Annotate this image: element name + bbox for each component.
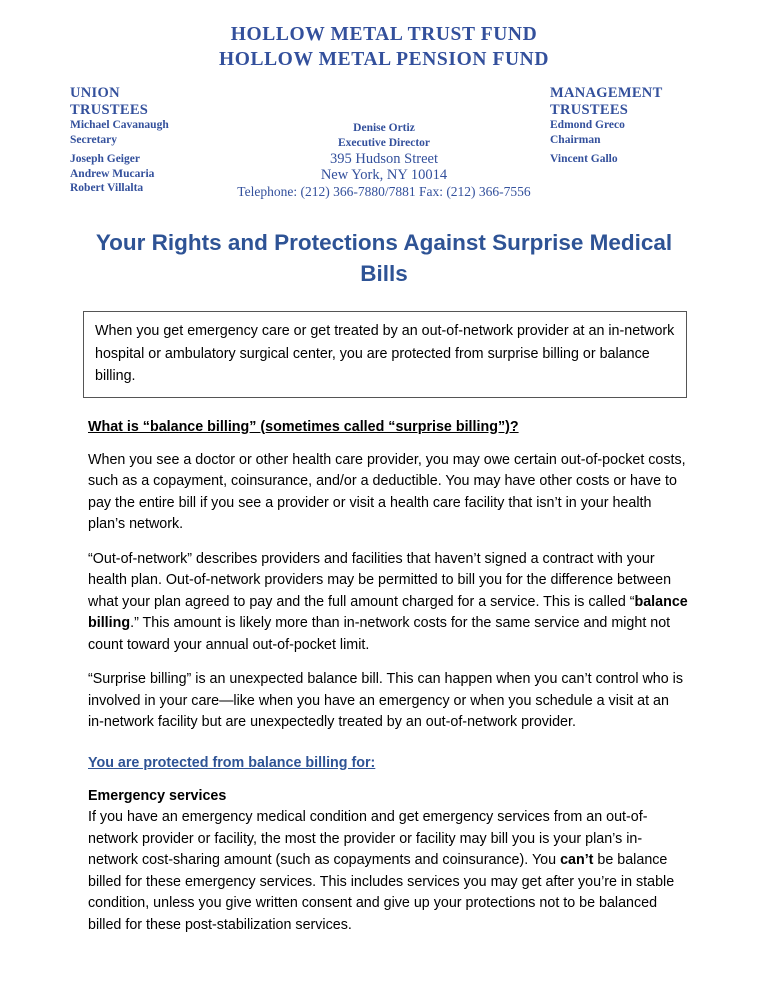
union-trustee-name: Andrew Mucaria: [70, 167, 155, 180]
union-trustee-name: Robert Villalta: [70, 182, 144, 194]
letterhead-organization-title: [0, 0, 768, 72]
executive-director-role: Executive Director: [337, 137, 431, 149]
protection-callout-box: [83, 311, 687, 398]
management-trustee-name: Edmond Greco: [550, 119, 625, 131]
paragraph-surprise-billing-definition: “Surprise billing” is an unexpected balance bill. This can happen when you can’t control who is involved in your care—like when you have an emergency or when you schedule a visit at an in-network facility but are unexpectedly treated by an out-of-network provider.: [88, 671, 683, 730]
management-trustee-role: Chairman: [550, 133, 601, 146]
paragraph-emergency-services: [88, 807, 688, 936]
document-body: [88, 417, 688, 937]
union-trustees-heading-line-1: UNION: [70, 85, 120, 101]
management-trustees-heading-line-1: MANAGEMENT: [550, 85, 663, 101]
letterhead-columns: [0, 85, 768, 197]
management-trustees-heading-line-2: TRUSTEES: [550, 101, 629, 118]
management-trustee-name: Vincent Gallo: [550, 153, 618, 165]
letterhead-title-line-2: HOLLOW METAL PENSION FUND: [218, 49, 550, 70]
union-trustees-heading-line-2: TRUSTEES: [70, 101, 149, 118]
paragraph-text-segment: “Out-of-network” describes providers and facilities that haven’t signed a contract with your health plan. Out-of-network providers may be permitted to bill you for the difference between what your plan agreed to pay and the full amount charged for a service. This is called “: [88, 550, 672, 610]
union-trustee-name: Joseph Geiger: [70, 153, 140, 165]
section-heading-balance-billing: What is “balance billing” (sometimes called “surprise billing”)?: [88, 418, 519, 435]
union-trustee-role: Secretary: [70, 133, 118, 146]
page-title: Your Rights and Protections Against Surprise Medical Bills: [95, 230, 673, 286]
emphasis-cant: can’t: [560, 852, 594, 868]
paragraph-text-segment: If you have an emergency medical condition and get emergency services from an out-of-network provider or facility, the most the provider or facility may bill you is your plan’s in-network cost-sharing amount (such as copayments and coinsurance). You: [88, 809, 648, 868]
paragraph-text-segment: be balance billed for these emergency services. This includes services you may get after you’re in stable condition, unless you give written consent and give up your protections not to be balanced billed for these post-stabilization services.: [88, 852, 675, 933]
section-heading-protected-from-balance-billing: You are protected from balance billing for:: [88, 754, 376, 771]
address-city-state-zip: New York, NY 10014: [320, 167, 448, 183]
subheading-emergency-services: Emergency services: [88, 787, 227, 804]
address-street: 395 Hudson Street: [330, 151, 438, 167]
paragraph-out-of-network-definition: [88, 549, 688, 657]
paragraph-text-segment: .” This amount is likely more than in-network costs for the same service and might not count toward your annual out-of-pocket limit.: [88, 615, 671, 653]
callout-text: When you get emergency care or get treated by an out-of-network provider at an in-network hospital or ambulatory surgical center, you are protected from surprise billing or balance billing.: [95, 323, 675, 384]
executive-director-name: Denise Ortiz: [353, 122, 415, 134]
emphasis-balance-billing: balance billing: [88, 593, 688, 631]
union-trustee-name: Michael Cavanaugh: [70, 119, 169, 131]
letterhead-title-line-1: HOLLOW METAL TRUST FUND: [230, 24, 538, 45]
paragraph-out-of-pocket-costs: When you see a doctor or other health care provider, you may owe certain out-of-pocket costs, such as a copayment, coinsurance, and/or a deductible. You may have other costs or have to pay the entire bill if you see a provider or visit a health care facility that isn’t in your health plan’s network.: [88, 451, 686, 532]
telephone-and-fax: Telephone: (212) 366-7880/7881 Fax: (212) 366-7556: [237, 184, 531, 199]
management-trustees-column: [550, 85, 760, 167]
